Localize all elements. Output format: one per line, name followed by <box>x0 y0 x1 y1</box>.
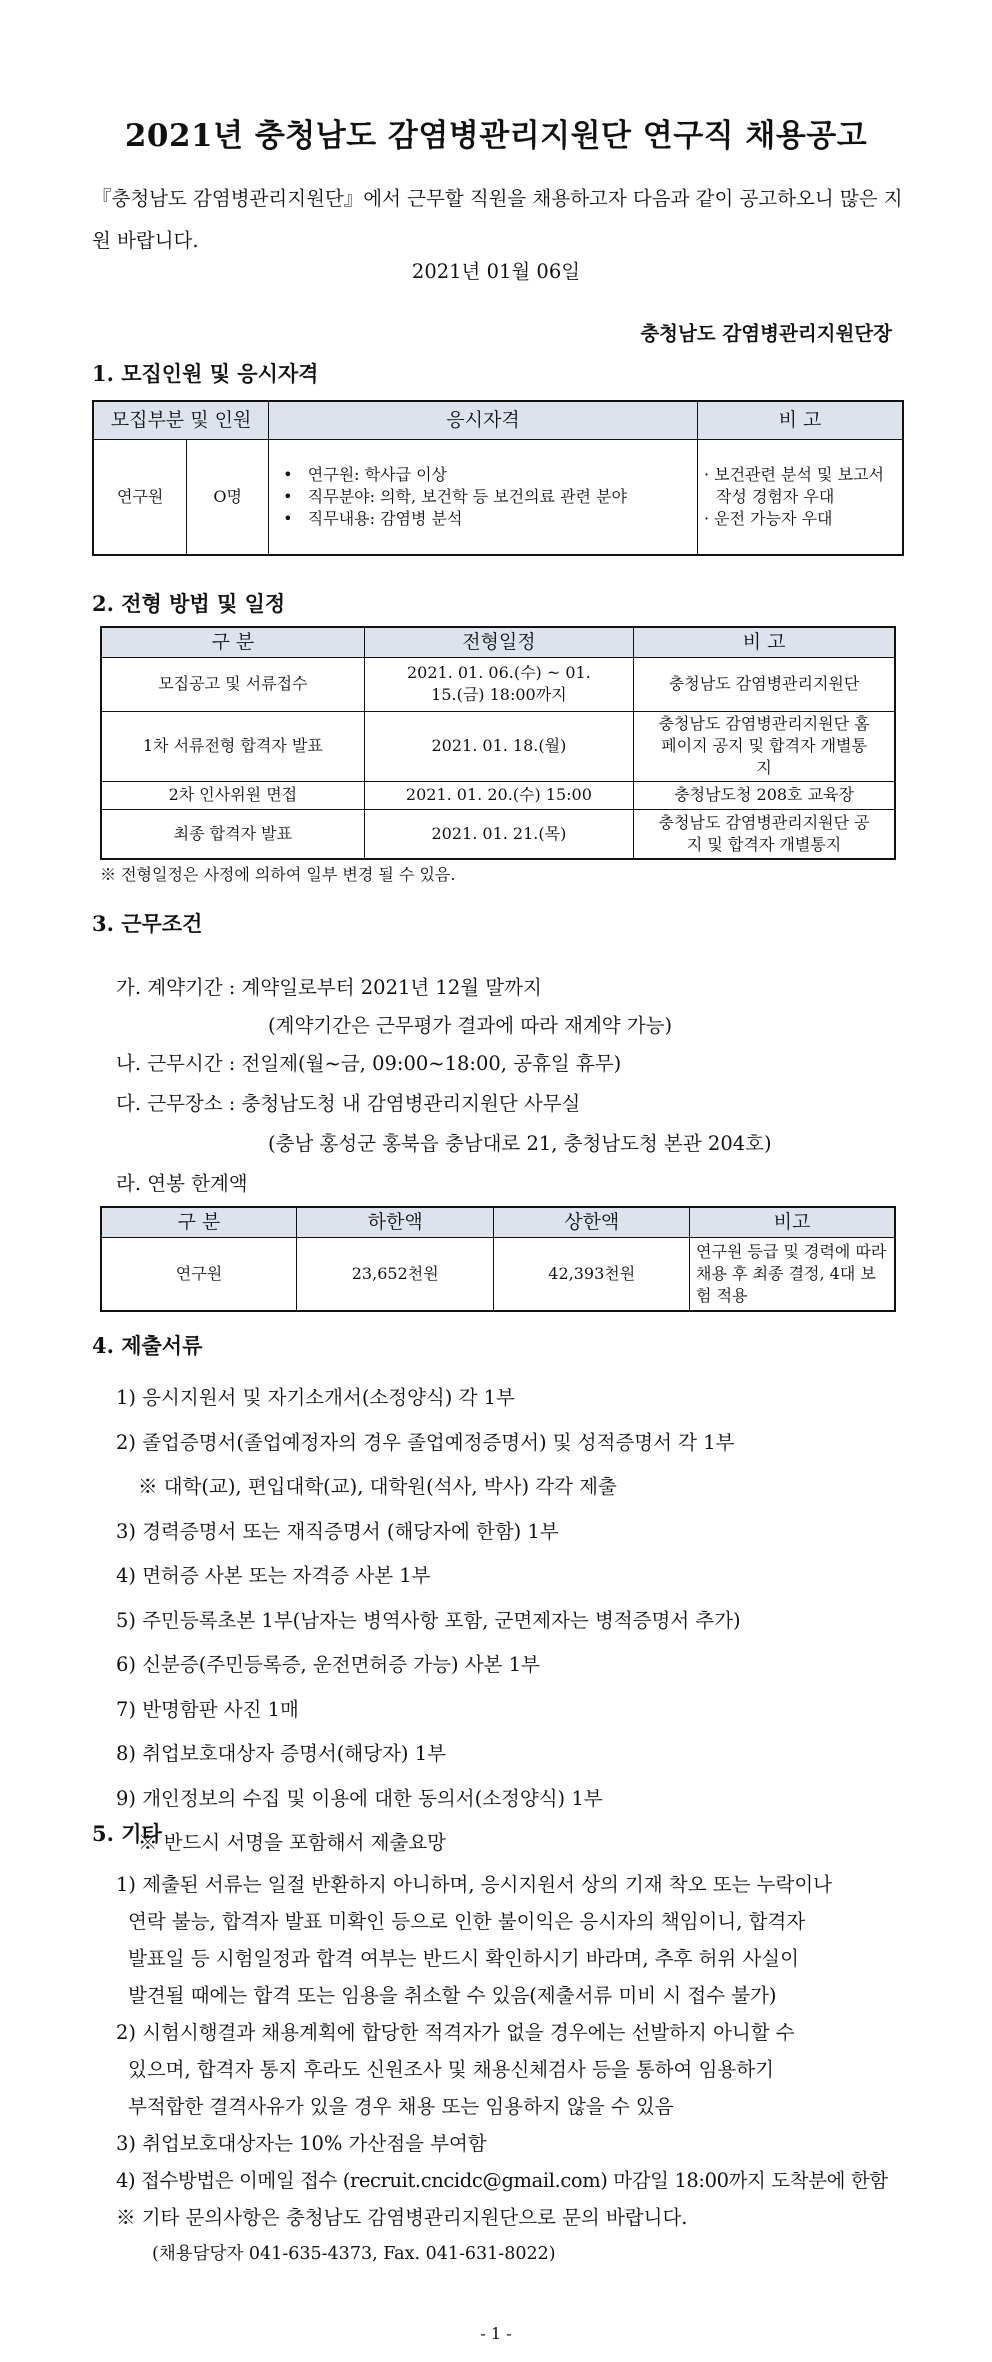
etc-line: 있으며, 합격자 통지 후라도 신원조사 및 채용신체검사 등을 통하여 임용하기 <box>128 2058 774 2081</box>
intro-text: 『충청남도 감염병관리지원단』에서 근무할 직원을 채용하고자 다음과 같이 공고하오니 많은 지원 바랍니다. <box>92 187 903 252</box>
signer: 충청남도 감염병관리지원단장 <box>640 322 892 345</box>
work-place-address: (충남 홍성군 홍북읍 충남대로 21, 충청남도청 본관 204호) <box>268 1132 772 1155</box>
documents-list <box>116 1376 916 1866</box>
salary-min: 23,652천원 <box>296 1237 494 1311</box>
list-item: 1) 응시지원서 및 자기소개서(소정양식) 각 1부 <box>116 1386 515 1409</box>
salary-note: 연구원 등급 및 경력에 따라 채용 후 최종 결정, 4대 보험 적용 <box>690 1237 895 1311</box>
list-item: 9) 개인정보의 수집 및 이용에 대한 동의서(소정양식) 1부 <box>116 1786 603 1810</box>
recruit-field: 연구원 <box>93 439 187 555</box>
recruit-header-qual: 응시자격 <box>269 401 698 439</box>
page-title: 2021년 충청남도 감염병관리지원단 연구직 채용공고 <box>124 118 868 154</box>
schedule-date: 2021. 01. 06.(수) ~ 01. 15.(금) 18:00까지 <box>364 657 633 711</box>
list-item: 4) 면허증 사본 또는 자격증 사본 1부 <box>116 1564 431 1587</box>
recruit-notes <box>697 439 903 555</box>
schedule-note-text: ※ 전형일정은 사정에 의하여 일부 변경 될 수 있음. <box>100 865 456 884</box>
section-1-heading: 1. 모집인원 및 응시자격 <box>92 361 319 386</box>
schedule-type: 최종 합격자 발표 <box>101 809 364 859</box>
salary-header-max: 상한액 <box>494 1207 690 1237</box>
recruit-header-note: 비 고 <box>697 401 903 439</box>
work-contract: 가. 계약기간 : 계약일로부터 2021년 12월 말까지 <box>116 976 542 999</box>
etc-line: 부적합한 결격사유가 있을 경우 채용 또는 임용하지 않을 수 있음 <box>128 2095 674 2118</box>
section-2-heading: 2. 전형 방법 및 일정 <box>92 591 286 616</box>
list-item: 8) 취업보호대상자 증명서(해당자) 1부 <box>116 1742 446 1765</box>
recruit-header-field: 모집부분 및 인원 <box>93 401 269 439</box>
etc-line: 발견될 때에는 합격 또는 임용을 취소할 수 있음(제출서류 미비 시 접수 불가) <box>128 1984 777 2007</box>
list-item: 3) 경력증명서 또는 재직증명서 (해당자에 한함) 1부 <box>116 1519 559 1543</box>
etc-line: ※ 기타 문의사항은 충청남도 감염병관리지원단으로 문의 바랍니다. <box>116 2206 688 2229</box>
schedule-type: 1차 서류전형 합격자 발표 <box>101 711 364 781</box>
table-row <box>101 657 895 711</box>
work-place: 다. 근무장소 : 충청남도청 내 감염병관리지원단 사무실 <box>116 1092 581 1115</box>
notice-date: 2021년 01월 06일 <box>411 260 581 283</box>
etc-line: 발표일 등 시험일정과 합격 여부는 반드시 확인하시기 바라며, 추후 허위 사실이 <box>128 1947 799 1970</box>
qual-item: • 직무내용: 감염병 분석 <box>283 508 463 528</box>
list-item: ※ 대학(교), 편입대학(교), 대학원(석사, 박사) 각각 제출 <box>138 1475 617 1498</box>
schedule-note: 충청남도청 208호 교육장 <box>634 781 895 809</box>
etc-list <box>116 1866 916 2273</box>
list-item: ※ 반드시 서명을 포함해서 제출요망 <box>138 1831 447 1854</box>
table-row <box>101 781 895 809</box>
salary-header-note: 비고 <box>690 1207 895 1237</box>
table-row <box>101 711 895 781</box>
schedule-date: 2021. 01. 20.(수) 15:00 <box>364 781 633 809</box>
recruit-table <box>92 400 904 556</box>
recruit-count: O명 <box>187 439 269 555</box>
etc-line: 연락 불능, 합격자 발표 미확인 등으로 인한 불이익은 응시자의 책임이니, 합격자 <box>128 1910 806 1933</box>
note-item: · 보건관련 분석 및 보고서 작성 경험자 우대 <box>703 464 884 506</box>
qual-item: • 연구원: 학사급 이상 <box>283 464 447 484</box>
table-row <box>101 1237 895 1311</box>
schedule-date: 2021. 01. 21.(목) <box>364 809 633 859</box>
schedule-header-note: 비 고 <box>634 627 895 657</box>
recruit-quals <box>269 439 698 555</box>
schedule-note: 충청남도 감염병관리지원단 <box>634 657 895 711</box>
salary-max: 42,393천원 <box>494 1237 690 1311</box>
page-number: - 1 - <box>480 2324 512 2343</box>
salary-label: 라. 연봉 한계액 <box>116 1172 248 1195</box>
list-item: 2) 졸업증명서(졸업예정자의 경우 졸업예정증명서) 및 성적증명서 각 1부 <box>116 1430 735 1454</box>
schedule-header-type: 구 분 <box>101 627 364 657</box>
list-item: 6) 신분증(주민등록증, 운전면허증 가능) 사본 1부 <box>116 1653 540 1676</box>
schedule-note: 충청남도 감염병관리지원단 홈페이지 공지 및 합격자 개별통지 <box>634 711 895 781</box>
work-hours: 나. 근무시간 : 전일제(월~금, 09:00~18:00, 공휴일 휴무) <box>116 1052 622 1075</box>
work-contract-note: (계약기간은 근무평가 결과에 따라 재계약 가능) <box>268 1014 673 1037</box>
qual-item: • 직무분야: 의학, 보건학 등 보건의료 관련 분야 <box>283 486 627 506</box>
schedule-type: 모집공고 및 서류접수 <box>101 657 364 711</box>
note-item: · 운전 가능자 우대 <box>703 508 833 528</box>
list-item: 7) 반명함판 사진 1매 <box>116 1697 299 1721</box>
table-row <box>101 809 895 859</box>
schedule-table <box>100 626 896 860</box>
salary-header-type: 구 분 <box>101 1207 296 1237</box>
section-4-heading: 4. 제출서류 <box>92 1333 203 1358</box>
etc-line: 2) 시험시행결과 채용계획에 합당한 적격자가 없을 경우에는 선발하지 아니할 수 <box>116 2021 795 2044</box>
schedule-type: 2차 인사위원 면접 <box>101 781 364 809</box>
salary-header-min: 하한액 <box>296 1207 494 1237</box>
section-3-heading: 3. 근무조건 <box>92 911 203 936</box>
etc-line: 4) 접수방법은 이메일 접수 (recruit.cncidc@gmail.com) 마감일 18:00까지 도착분에 한함 <box>116 2169 888 2192</box>
schedule-note: 충청남도 감염병관리지원단 공지 및 합격자 개별통지 <box>634 809 895 859</box>
etc-line: 3) 취업보호대상자는 10% 가산점을 부여함 <box>116 2132 487 2155</box>
etc-line: (채용담당자 041-635-4373, Fax. 041-631-8022) <box>152 2244 556 2264</box>
salary-table <box>100 1206 896 1312</box>
schedule-header-date: 전형일정 <box>364 627 633 657</box>
list-item: 5) 주민등록초본 1부(남자는 병역사항 포함, 군면제자는 병적증명서 추가) <box>116 1608 741 1632</box>
etc-line: 1) 제출된 서류는 일절 반환하지 아니하며, 응시지원서 상의 기재 착오 또는 누락이나 <box>116 1873 833 1896</box>
schedule-date: 2021. 01. 18.(월) <box>364 711 633 781</box>
salary-type: 연구원 <box>101 1237 296 1311</box>
section-5-heading: 5. 기타 <box>92 1821 162 1846</box>
